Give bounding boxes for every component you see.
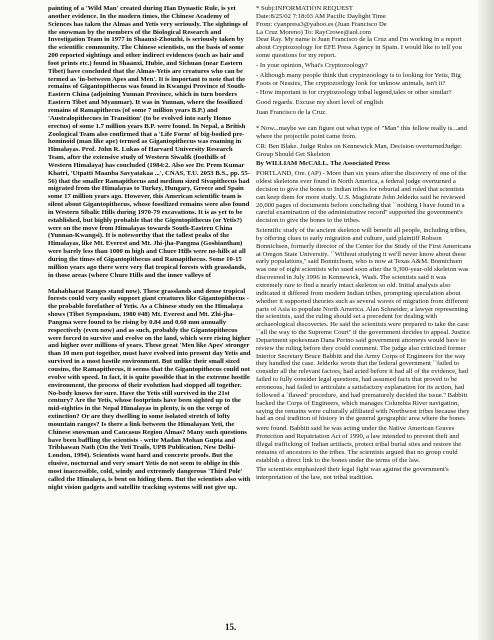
article-paragraph: were found. Babbitt said he was acting under the Native American Graves Protection and Repatriation Act of 1990, a law intended to prevent theft and illegal trafficking of Indian artifacts, protect tribal burial sites and restore the remains of ancestors to the tribes. The scientists argued that no group could establish a direct link to the bones under the terms of the law. — [256, 425, 462, 464]
email-body — [256, 36, 474, 117]
email-signature: Juan Francisco de la Cruz. — [256, 109, 327, 117]
email-paragraph: - Although many people think that cryptozoology is to looking for Yetis, Big Foots or Nessies, The cryptozoology look for unknow animals, isn't it? — [256, 71, 461, 87]
left-paragraph-2: Mahabharat Ranges stand now). These grasslands and dense tropical forests could very easily support giant creatures like Gigantopithecus - the probable forefather of Yetis. As a Chinese study on the Himalaya shows (Tibet Symposium, 1980 #48) Mt. Everest and Mt. Zhi-jha-Pangma were found to be rising by 0.84 and 0.60 mm annually respectively (even now) and as such, probably the Gigantopithecus were forced to survive and evolve on the land, which were rising higher and higher over millions of years. These great 'Men like Apes' stronger than 10 men put together, must have evolved into present day Yetis and survived in a most hostile environment. But unlike their small sized cousins, the Ramapithecus, it seems that the Gigantopithecus could not evolve with speed. In fact, it is quite possible that in the extreme hostile environment, the process of their evolution had stopped all together. No-body knows for sure. Have the Yetis still survived in the 21st century? Are the Yetis, whose footprints have been sighted up to the mid-eighties in the Nepal Himalayas in plenty, is on the verge of extinction? Or are they dwelling in some isolated stretch of lofty mountain ranges? Is there a link between the Himalayan Yeti, the Chinese snowman and Caucasus Region Almas? Many such questions have been baffling the scientists - write Madan Mohan Gupta and Tribhawan Nath (On the Yeti Trails, UPB Publication, New Delhi-London, 1994). Scientists want hard and concrete proofs. But the elusive, nocturnal and very smart Yetis do not seem to oblige in this most inaccessible, cold, windy and extremely dangerous 'Third Pole' called the Himalaya, is bent on hiding them. But the scientists also with night vision gadgets and satellite tracking systems will not give up. — [48, 287, 251, 491]
article-paragraph: PORTLAND, Ore. (AP) - More than six years after the discovery of one of the oldest skeletons ever found in North America, a federal judge overturned a decision to give the bones to Indian tribes for reburial and ruled that scientists can keep them for more study. U.S. Magistrate John Jelderks said he reviewed 20,000 pages of documents before concluding that ``nothing I have found in a careful examination of the administrative record'' supported the government's decision to give the bones to the tribes. — [256, 170, 467, 225]
article-intro: * Now...maybe we can figure out what type of "Man" this fellow really is...and where the projectile point came from. — [256, 124, 467, 140]
right-column — [256, 5, 474, 484]
email-header — [256, 5, 474, 36]
email-from-line: From: cyanpress3@yahoo.es (Juan Francisco De — [256, 20, 387, 28]
article-paragraph: The scientists emphasized their legal fight was against the government's interpretation of the law, not tribal tradition. — [256, 466, 449, 482]
email-paragraph: Good regards. Excuse my short level of english — [256, 99, 384, 107]
email-to-line: La Cruz Moreno) To: RayCrowe@aol.com — [256, 28, 371, 36]
article-paragraph: Scientific study of the ancient skeleton will benefit all people, including tribes, by offering clues to early migration and culture, said plaintiff Robson Bonnichsen, formerly director of the Center for the Study of the First Americans at Oregon State University. ``Without studying it we'll never know about these early populations,'' said Bonnichsen, who is now at Texas A&M. Bonnichsen was one of eight scientists who sued soon after the 9,300-year-old skeleton was discovered in July 1996 in Kennewick, Wash. The scientists said it was extremely rare to find a nearly intact skeleton so old. Initial analysis also indicated it differed from modern Indian tribes, prompting speculation about whether it supported theories such as several waves of migration from different parts of Asia to populate North America. Alan Schneider, a lawyer representing the scientists, said the ruling should set a precedent for dealing with archaeological discoveries. He said the scientists were prepared to take the case ``all the way to the Supreme Court'' if the government decides to appeal. Justice Department spokesman Dana Perino said government attorneys would have to review the ruling before they could comment. The judge also criticized former Interior Secretary Bruce Babbitt and the Army Corps of Engineers for the way they handled the case. Jelderks wrote that the federal government ``failed to consider all the relevant factors, had acted before it had all of the evidence, had failed to fully consider legal questions, had assumed facts that proved to be erroneous, had failed to articulate a satisfactory explanation for its action, had followed a `flawed' procedure, and had prematurely decided the issue.'' Babbitt backed the Corps of Engineers, which manages Columbia River navigation, saying the remains were culturally affiliated with Northwest tribes because they had an oral tradition of history in the general geographic area where the bones — [256, 227, 472, 423]
page-number: 15. — [225, 622, 237, 632]
page-edge-shadow — [478, 0, 494, 640]
left-column — [48, 5, 251, 493]
article-meta: CR: Ben Blake. Judge Rules on Kennewick Man, Decision overturnedJudge: Group Should Get Skeleton — [256, 142, 462, 158]
article-byline: By WILLIAM McCALL. The Associated Press — [256, 160, 390, 168]
email-paragraph: - How important is for cryptozoology tribal legend,tales or other similar? — [256, 89, 452, 97]
left-paragraph-1: painting of a 'Wild Man' created during Han Dynastic Rule, is yet another evidence. In the modern times, the Chinese Academy of Sciences has taken the Almas and Yetis very seriously. The sightings of the snowman by the members of the Biological Research and Investigation Team in 1977 in Shaanxi-Zhouzhi, is seriously taken by the scientific community. The Chinese scientists, on the basis of some 200 reported sightings and other indirect evidences (such as hair and foot prints etc.) found in Shaanxi, Hubie, and Sichuan (near Eastern Tibet) have concluded that the Almas-Yetis are creatures who can be termed as 'in-between Apes and Men'. It is important to note that the remains of Gigantopithecus was found in Kwangsi Province of South-Eastern China (adjoining Yunnan Province, which in turn borders Eastern Tibet and Myanmar). It was in Yunnan, where the fossilized remains of Ramapithecus (of some 7 million years B.P.) and 'Australopithecues in Transition' (to be evolved into early Homo erectus) of some 1.7 million years B.P. were found. In Nepal, a British Zoological Team also confirmed that a 'Life Form' of big-bodied pre-hominoid (man like ape) termed as Gigantopithecus was roaming in Himalayas. Prof. John R. Lukas of Harvard University Research Team, after the extensive study of Western Siwalik (foothills of Western Himalaya) has concluded (1984:2. Also see Dr. Prem Kumar Khatri, 'Utpatti Maanba Savyatakaa ...', CNAS, T.U. 2053 B.S., pp. 55-56) that the smaller Ramapithecus and medium sized Sivapithecus had migrated from the Himalayas to Turkey, Hungary, Greece and Spain some 17 million years ago. However, this American scientific team is silent about Gigantopithecus, whose fossilized remains were also found in Western Sibalic Hills during 1970-79 excavations. It is as yet to be established, but highly probable that the Gigentopithecus (or Yetis?) were on the move from Himalayas towards South-Eastern China (Yunnan-Kwangsi). It is noteworthy that the tallest peaks of the Himalayas, like Mt. Everest and Mt. Jhi-jha-Pangma (Goshianthan) were barely less than 1000 m high and Chure Hills were no-hills at all during the times of Gigantopithecus and Ramapithecus. Some 10-15 million years ago there were very flat tropical forests with grasslands, in those areas (where Chure Hills and the inner valleys of — [48, 5, 250, 279]
email-paragraph: - In your opinion, What's Cryptozoology? — [256, 61, 368, 69]
email-subject-line: * Subj:INFORMATION REQUEST — [256, 5, 353, 12]
email-paragraph: Dear Ray. My name is Juan Francisco de la Cruz and I'm working in a report about Cryptozoology for EFE Press Agency in Spain. I would like to tell you some questions for my report. — [256, 36, 462, 60]
email-date-line: Date:8/25/02 7:18:03 AM Pacific Daylight Time — [256, 12, 386, 20]
